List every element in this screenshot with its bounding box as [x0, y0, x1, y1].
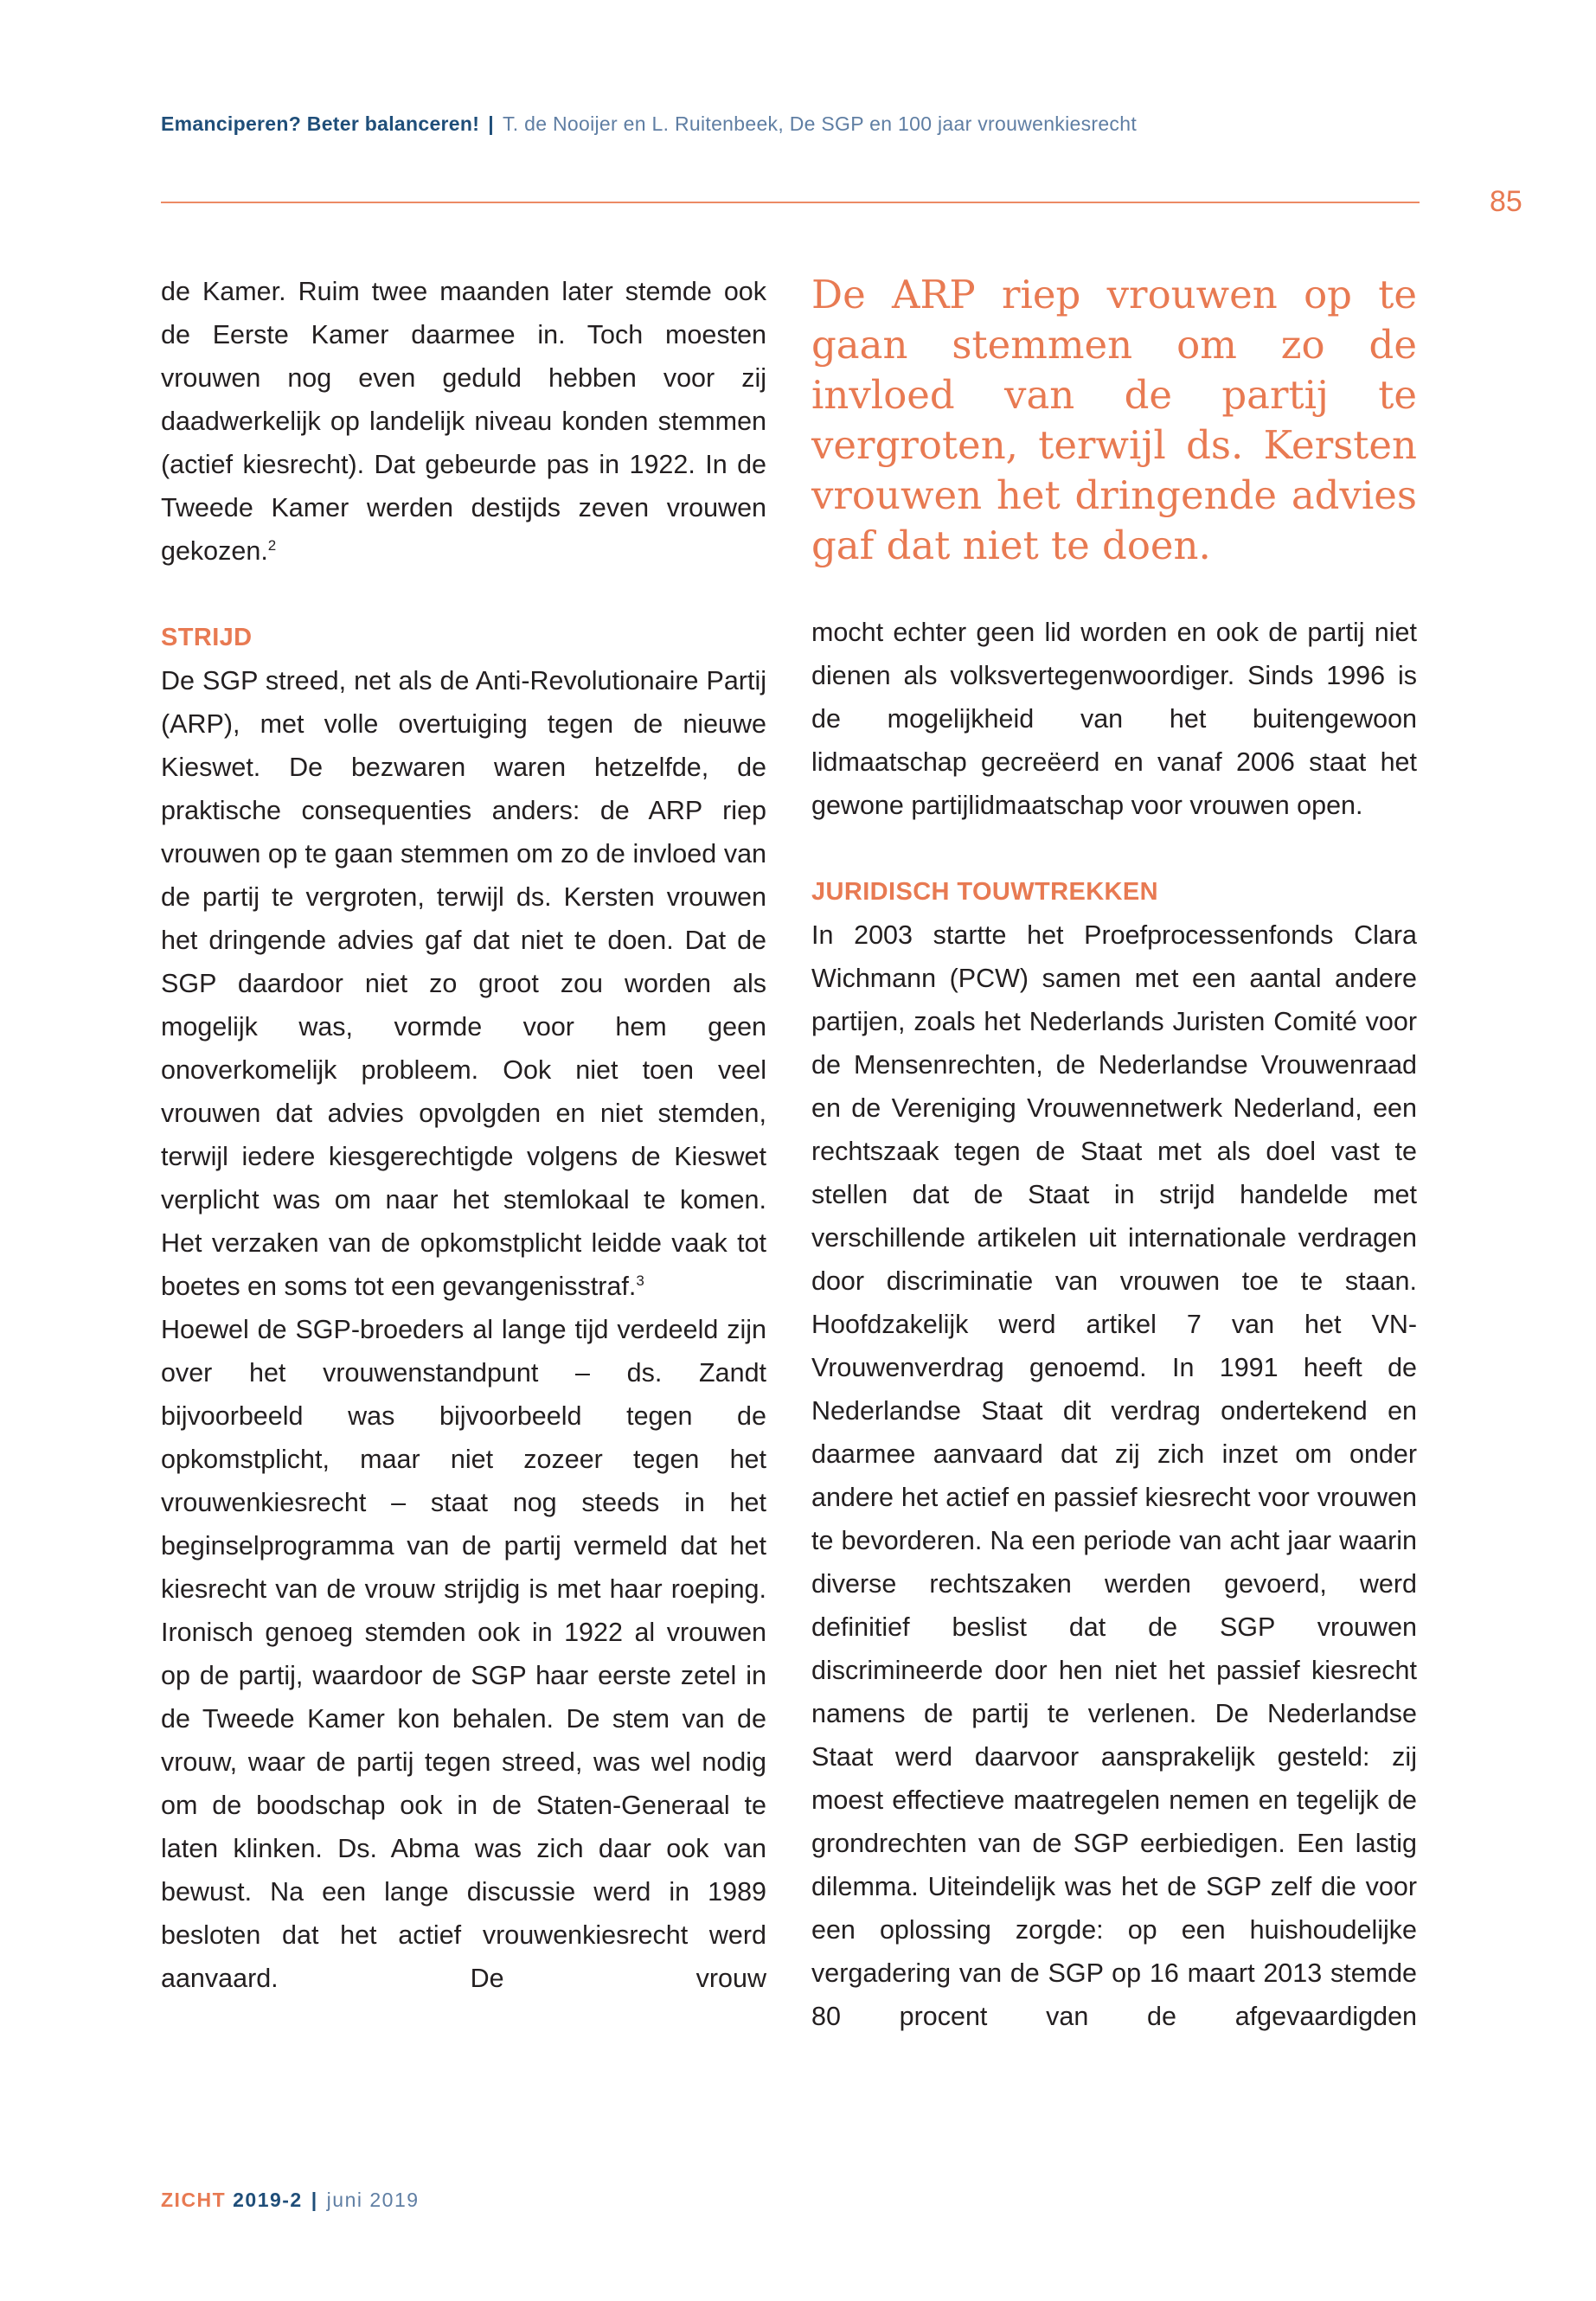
- header-article-authors: T. de Nooijer en L. Ruitenbeek, De SGP en 100 jaar vrouwenkiesrecht: [502, 112, 1138, 135]
- page-number: 85: [1490, 185, 1522, 218]
- intro-paragraph: [161, 270, 766, 573]
- footer-separator: |: [311, 2189, 318, 2211]
- strijd-paragraph-1-text: De SGP streed, net als de Anti-Revolutionaire Partij (ARP), met volle overtuiging tegen de nieuwe Kieswet. De bezwaren waren hetzelfde, de praktische consequenties anders: de ARP riep vrouwen op te gaan stemmen om zo de invloed van de partij te vergroten, terwijl ds. Kersten vrouwen het dringende advies gaf dat niet te doen. Dat de SGP daardoor niet zo groot zou worden als mogelijk was, vormde voor hem geen onoverkomelijk probleem. Ook niet toen veel vrouwen dat advies opvolgden en niet stemden, terwijl iedere kiesgerechtigde volgens de Kieswet verplicht was om naar het stemlokaal te komen. Het verzaken van de opkomstplicht leidde vaak tot boetes en soms tot een gevangenisstraf.: [161, 666, 766, 1301]
- juridisch-paragraph: In 2003 startte het Proefprocessenfonds Clara Wichmann (PCW) samen met een aantal andere partijen, zoals het Nederlands Juristen Comité voor de Mensenrechten, de Nederlandse Vrouwenraad en de Vereniging Vrouwennetwerk Nederland, een rechtszaak tegen de Staat met als doel vast te stellen dat de Staat in strijd handelde met verschillende artikelen uit internationale verdragen door discriminatie van vrouwen toe te staan. Hoofdzakelijk werd artikel 7 van het VN-Vrouwenverdrag genoemd. In 1991 heeft de Nederlandse Staat dit verdrag ondertekend en daarmee aanvaard dat zij zich inzet om onder andere het actief en passief kiesrecht voor vrouwen te bevorderen. Na een periode van acht jaar waarin diverse rechtszaken werden gevoerd, werd definitief beslist dat de SGP vrouwen discrimineerde door hen niet het passief kiesrecht namens de partij te verlenen. De Nederlandse Staat werd daarvoor aansprakelijk gesteld: zij moest effectieve maatregelen nemen en tegelijk de grondrechten van de SGP eerbiedigen. Een lastig dilemma. Uiteindelijk was het de SGP zelf die voor een oplossing zorgde: op een huishoudelijke vergadering van de SGP op 16 maart 2013 stemde 80 procent van de afgevaardigden: [811, 920, 1417, 2031]
- header-series-title: Emanciperen? Beter balanceren!: [161, 112, 480, 135]
- header-separator: |: [488, 112, 494, 135]
- intro-text: de Kamer. Ruim twee maanden later stemde ook de Eerste Kamer daarmee in. Toch moesten vrouwen nog even geduld hebben voor zij daadwerkelijk op landelijk niveau konden stemmen (actief kiesrecht). Dat gebeurde pas in 1922. In de Tweede Kamer werden destijds zeven vrouwen gekozen.: [161, 277, 766, 566]
- footer-magazine-name: ZICHT: [161, 2189, 227, 2211]
- section-heading-juridisch-touwtrekken: JURIDISCH TOUWTREKKEN: [811, 878, 1158, 906]
- paragraph-spacer: [811, 827, 1417, 870]
- pull-quote-spacer: [811, 571, 1417, 611]
- section-heading-strijd: STRIJD: [161, 624, 253, 651]
- footnote-marker: 2: [267, 536, 277, 554]
- paragraph-spacer: [161, 573, 766, 616]
- strijd-paragraph-1: [161, 659, 766, 1308]
- right-column: [811, 270, 1417, 2038]
- running-header: [161, 112, 1424, 136]
- left-column: [161, 270, 766, 2000]
- continuation-paragraph: mocht echter geen lid worden en ook de partij niet dienen als volksvertegenwoordiger. Sinds 1996 is de mogelijkheid van het buitengewoon lidmaatschap gecreëerd en vanaf 2006 staat het gewone partijlidmaatschap voor vrouwen open.: [811, 618, 1417, 820]
- running-footer: [161, 2189, 420, 2212]
- footer-issue: 2019-2: [233, 2189, 303, 2211]
- strijd-paragraph-2: Hoewel de SGP-broeders al lange tijd verdeeld zijn over het vrouwenstandpunt – ds. Zandt bijvoorbeeld was bijvoorbeeld tegen de opkomstplicht, maar niet zozeer tegen het vrouwenkiesrecht – staat nog steeds in het beginselprogramma van de partij vermeld dat het kiesrecht van de vrouw strijdig is met haar roeping. Ironisch genoeg stemden ook in 1922 al vrouwen op de partij, waardoor de SGP haar eerste zetel in de Tweede Kamer kon behalen. De stem van de vrouw, waar de partij tegen streed, was wel nodig om de boodschap ook in de Staten-Generaal te laten klinken. Ds. Abma was zich daar ook van bewust. Na een lange discussie werd in 1989 besloten dat het actief vrouwenkiesrecht werd aanvaard. De vrouw: [161, 1315, 766, 1993]
- pull-quote: De ARP riep vrouwen op te gaan stemmen om zo de invloed van de partij te vergroten, terwijl ds. Kersten vrouwen het dringende advies gaf dat niet te doen.: [811, 272, 1417, 568]
- footnote-marker: 3: [636, 1272, 644, 1289]
- header-rule: [161, 202, 1420, 203]
- footer-date: juni 2019: [326, 2189, 420, 2211]
